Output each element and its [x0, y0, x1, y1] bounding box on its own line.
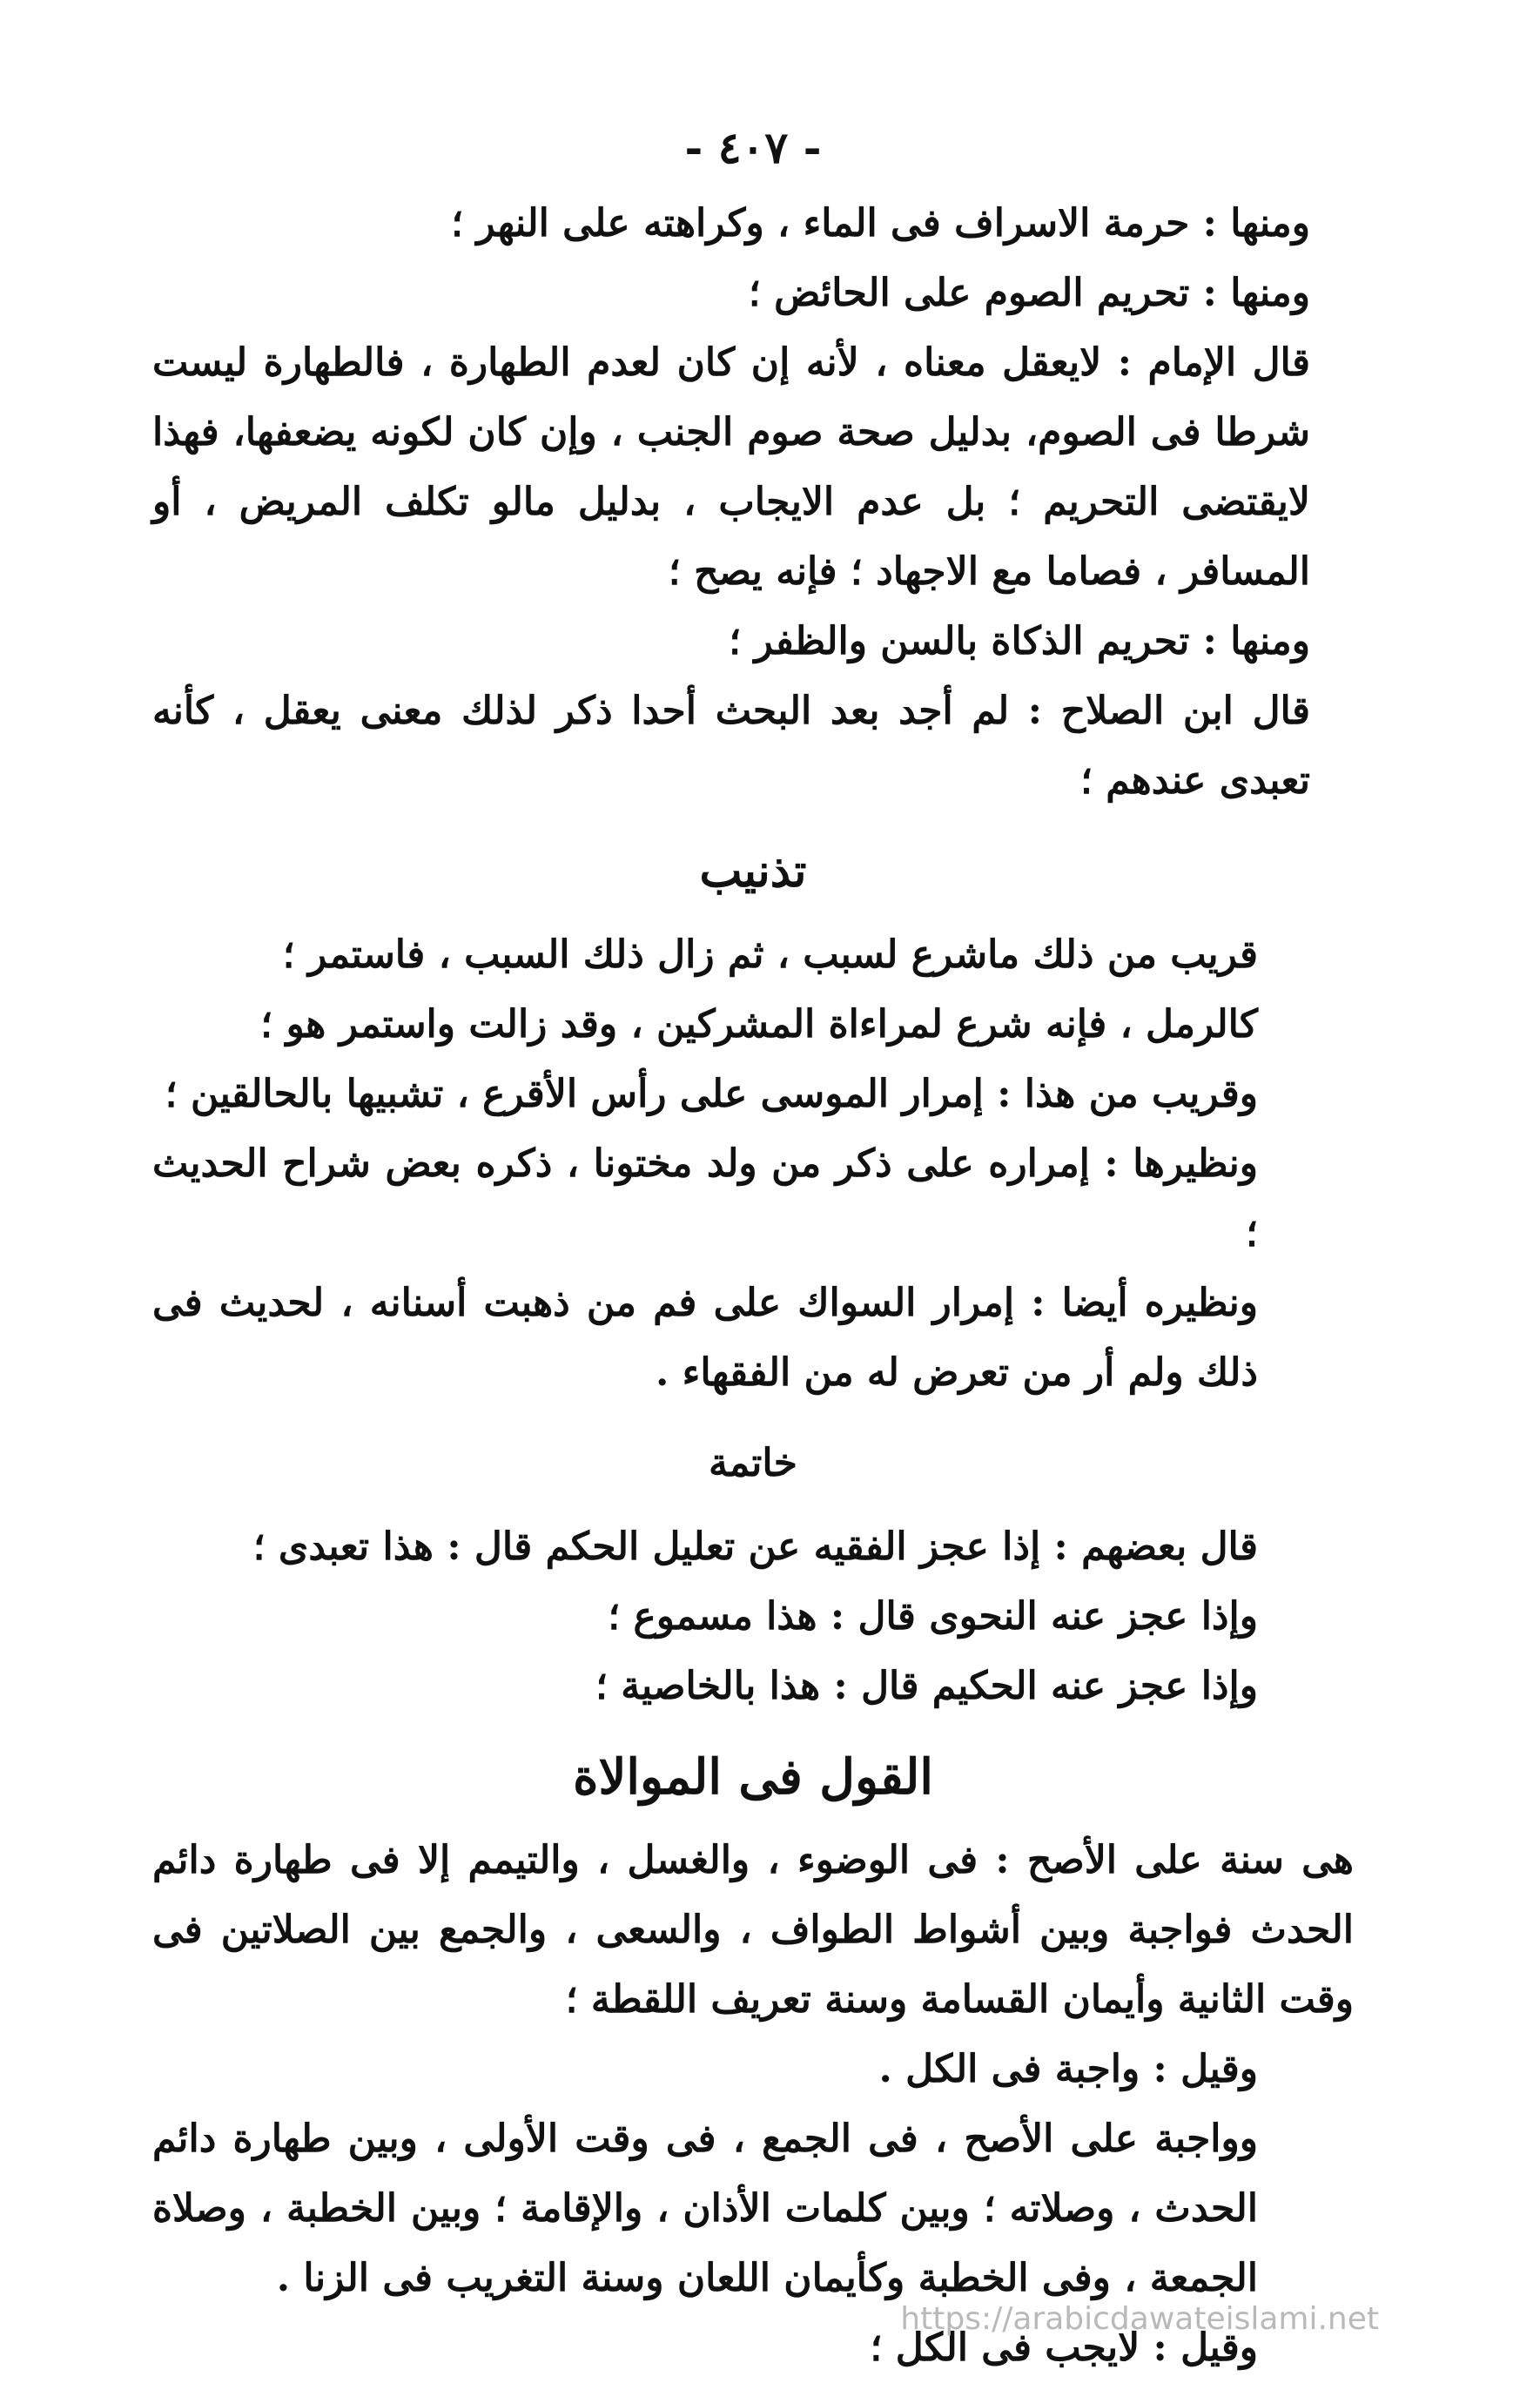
tadhyeel-line: كالرمل ، فإنه شرع لمراءاة المشركين ، وقد زالت واستمر هو ؛: [260, 1002, 1258, 1047]
watermark-url: https://arabicdawateislami.net: [900, 2301, 1379, 2337]
paragraph-sawm-haid: ومنها : تحريم الصوم على الحائض ؛: [748, 271, 1310, 315]
tadhyeel-line: ونظيره أيضا : إمرار السواك على فم من ذهبت أسنانه ، لحديث فى ذلك ولم أر من تعرض له من الفقهاء .: [152, 1281, 1258, 1395]
page-number: - ٤٠٧ -: [684, 122, 822, 173]
muwalat-line: وقيل : واجبة فى الكل .: [878, 2047, 1258, 2091]
paragraph-imam-quote: قال الإمام : لايعقل معناه ، لأنه إن كان لعدم الطهارة ، فالطهارة ليست شرطا فى الصوم، بدليل صحة صوم الجنب ، وإن كان لكونه يضعفها، فهذا لايقتضى التحريم ؛ بل عدم الايجاب ، بدليل مالو تكلف المريض ، أو المسافر ، فصاما مع الاجهاد ؛ فإنه يصح ؛: [152, 340, 1310, 594]
muwalat-line: وواجبة على الأصح ، فى الجمع ، فى وقت الأولى ، وبين طهارة دائم الحدث ، وصلاته ؛ وبين كلمات الأذان ، والإقامة ؛ وبين الخطبة ، وصلاة الجمعة ، وفى الخطبة وكأيمان اللعان وسنة التغريب فى الزنا .: [152, 2117, 1258, 2300]
tadhyeel-line: وقريب من هذا : إمرار الموسى على رأس الأقرع ، تشبيها بالحالقين ؛: [165, 1072, 1258, 1116]
paragraph-dhakat: ومنها : تحريم الذكاة بالسن والظفر ؛: [729, 619, 1310, 663]
muwalat-line: وقيل : لايجب فى الكل ؛: [870, 2326, 1258, 2370]
muwalat-line: هى سنة على الأصح : فى الوضوء ، والغسل ، والتيمم إلا فى طهارة دائم الحدث فواجبة وبين أشواط الطواف ، والسعى ، والجمع بين الصلاتين فى وقت الثانية وأيمان القسامة وسنة تعريف اللقطة ؛: [152, 1838, 1354, 2022]
heading-tadhyeel: تذنيب: [699, 845, 807, 898]
tadhyeel-line: قريب من ذلك ماشرع لسبب ، ثم زال ذلك السبب ، فاستمر ؛: [282, 932, 1258, 977]
khatima-line: قال بعضهم : إذا عجز الفقيه عن تعليل الحكم قال : هذا تعبدى ؛: [252, 1525, 1258, 1569]
khatima-line: وإذا عجز عنه النحوى قال : هذا مسموع ؛: [608, 1594, 1258, 1639]
heading-khatima: خاتمة: [709, 1441, 797, 1485]
paragraph-ibn-salah: قال ابن الصلاح : لم أجد بعد البحث أحدا ذكر لذلك معنى يعقل ، كأنه تعبدى عندهم ؛: [152, 689, 1310, 803]
heading-muwalat: القول فى الموالاة: [573, 1748, 933, 1806]
tadhyeel-line: ونظيرها : إمراره على ذكر من ولد مختونا ، ذكره بعض شراح الحديث ؛: [152, 1141, 1258, 1255]
paragraph-israf: ومنها : حرمة الاسراف فى الماء ، وكراهته على النهر ؛: [451, 201, 1310, 246]
khatima-line: وإذا عجز عنه الحكيم قال : هذا بالخاصية ؛: [595, 1664, 1258, 1708]
document-page: [152, 104, 1354, 2370]
